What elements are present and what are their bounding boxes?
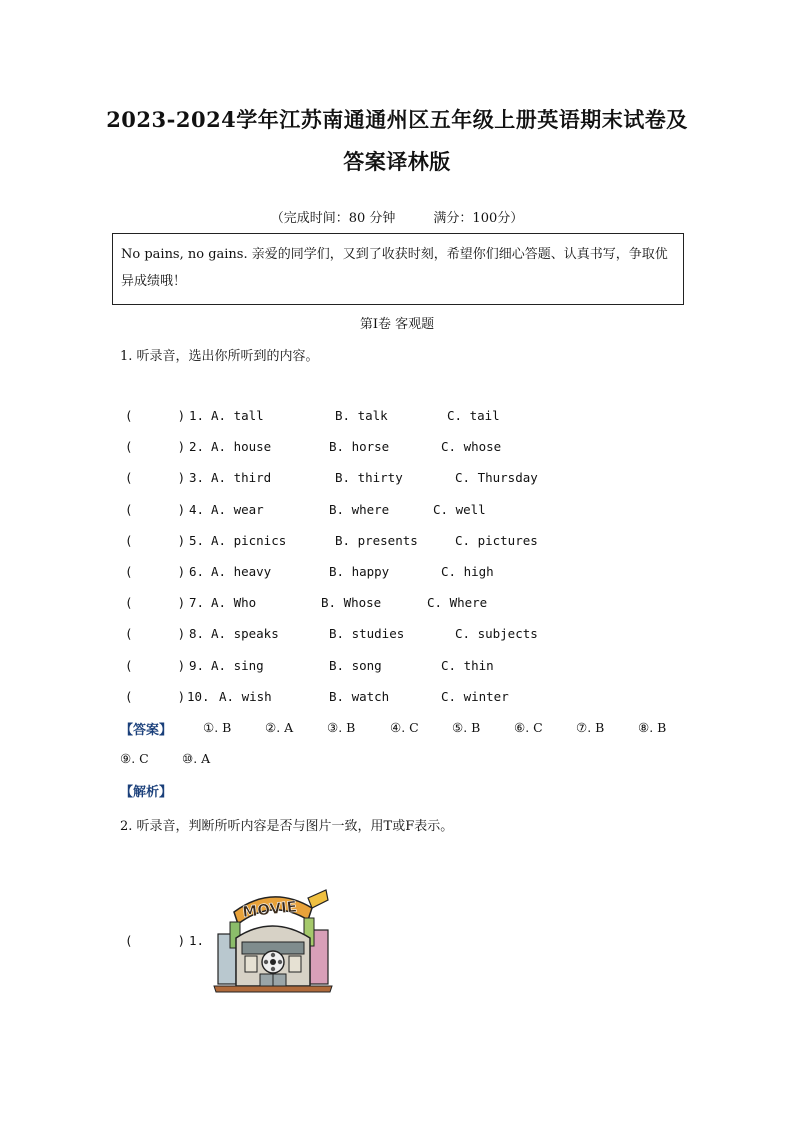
option-c: C. tail [447, 408, 500, 423]
movie-theater-image [212, 886, 334, 998]
movie-sign-text: MOVIE [241, 897, 298, 922]
item-number: 6. [189, 564, 205, 579]
question-2-prompt: 2. 听录音，判断所听内容是否与图片一致，用T或F表示。 [120, 819, 454, 834]
option-b: B. talk [335, 408, 388, 423]
item-number: 4. [189, 502, 205, 517]
option-b: B. horse [329, 439, 390, 454]
option-b: B. happy [329, 564, 390, 579]
option-a: A. speaks [211, 626, 279, 641]
option-a: A. sing [211, 658, 264, 673]
option-b: B. studies [329, 626, 405, 641]
answer-paren: ( ) [125, 439, 186, 454]
analysis-tag: 【解析】 [120, 785, 173, 800]
answer-paren: ( ) [125, 933, 186, 948]
item-number: 3. [189, 470, 205, 485]
option-c: C. subjects [455, 626, 538, 641]
answer-key-item: ⑥. C [514, 720, 543, 735]
doc-title-line2: 答案译林版 [343, 149, 451, 174]
option-a: A. third [211, 470, 272, 485]
answer-paren: ( ) [125, 564, 186, 579]
option-a: A. tall [211, 408, 264, 423]
item-number: 1. [189, 933, 205, 948]
item-number: 9. [189, 658, 205, 673]
option-b: B. presents [335, 533, 418, 548]
option-c: C. pictures [455, 533, 538, 548]
notice-box: No pains, no gains. 亲爱的同学们，又到了收获时刻，希望你们细心答题、认真书写，争取优异成绩哦！ [112, 233, 684, 305]
option-c: C. thin [441, 658, 494, 673]
item-number: 7. [189, 595, 205, 610]
option-a: A. wish [219, 689, 272, 704]
answer-key-item: ⑦. B [576, 720, 605, 735]
option-c: C. Where [427, 595, 488, 610]
answer-key-item: ⑩. A [182, 751, 211, 766]
option-b: B. watch [329, 689, 390, 704]
question-2-item [125, 933, 205, 978]
answer-key-item: ④. C [390, 720, 419, 735]
answer-paren: ( ) [125, 502, 186, 517]
item-number: 2. [189, 439, 205, 454]
option-c: C. Thursday [455, 470, 538, 485]
time-label: （完成时间：80 分钟 [270, 211, 396, 226]
option-b: B. Whose [321, 595, 382, 610]
item-number: 8. [189, 626, 205, 641]
answer-paren: ( ) [125, 595, 186, 610]
item-number: 10. [187, 689, 210, 704]
option-b: B. where [329, 502, 390, 517]
option-c: C. high [441, 564, 494, 579]
option-a: A. Who [211, 595, 257, 610]
option-c: C. winter [441, 689, 509, 704]
option-a: A. house [211, 439, 272, 454]
answer-paren: ( ) [125, 689, 186, 704]
answer-paren: ( ) [125, 658, 186, 673]
answer-key-item: ②. A [265, 720, 294, 735]
option-c: C. well [433, 502, 486, 517]
doc-title-line1: 2023-2024学年江苏南通通州区五年级上册英语期末试卷及 [106, 107, 688, 132]
option-c: C. whose [441, 439, 502, 454]
answer-key-item: ①. B [203, 720, 232, 735]
answer-key-item: ⑨. C [120, 751, 149, 766]
score-label: 满分：100分） [433, 211, 524, 226]
answer-key-item: ⑧. B [638, 720, 667, 735]
item-number: 5. [189, 533, 205, 548]
option-a: A. picnics [211, 533, 287, 548]
answer-paren: ( ) [125, 470, 186, 485]
question-1-prompt: 1. 听录音，选出你所听到的内容。 [120, 349, 319, 364]
exam-meta [0, 207, 794, 226]
option-a: A. heavy [211, 564, 272, 579]
answer-key-item: ③. B [327, 720, 356, 735]
option-a: A. wear [211, 502, 264, 517]
answer-key-item: ⑤. B [452, 720, 481, 735]
item-number: 1. [189, 408, 205, 423]
section-heading: 第Ⅰ卷 客观题 [359, 317, 435, 332]
option-b: B. song [329, 658, 382, 673]
answer-paren: ( ) [125, 626, 186, 641]
answer-tag: 【答案】 [120, 723, 173, 738]
answer-paren: ( ) [125, 408, 186, 423]
answer-paren: ( ) [125, 533, 186, 548]
option-b: B. thirty [335, 470, 403, 485]
